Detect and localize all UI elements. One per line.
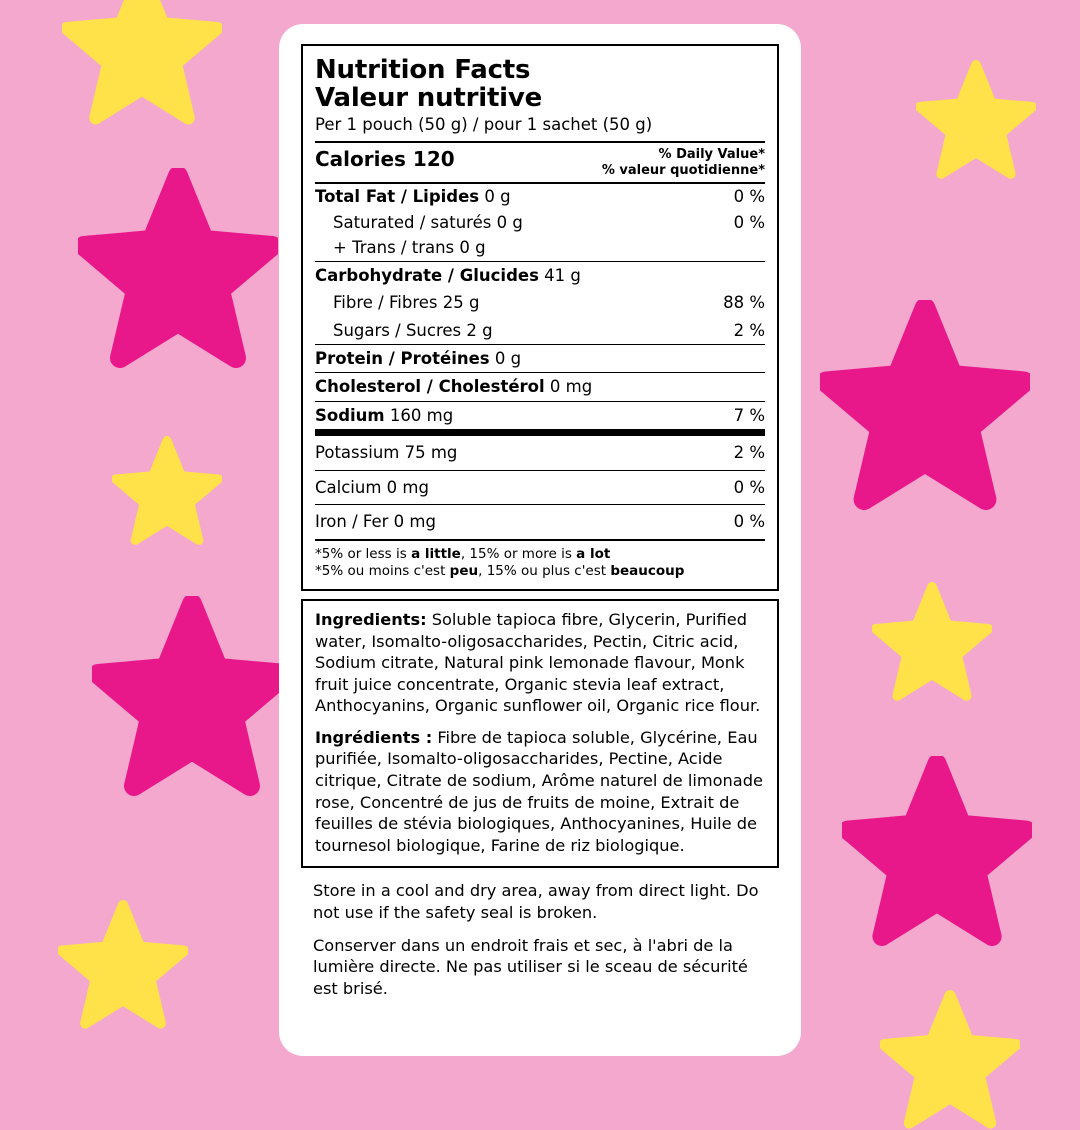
footnote-fr-pre: *5% ou moins c'est [315, 563, 450, 580]
nutrient-dv: 2 % [733, 320, 765, 340]
nutrition-title-en: Nutrition Facts [315, 55, 531, 85]
footnote-en [315, 546, 765, 564]
nutrient-dv: 0 % [733, 512, 765, 532]
daily-value-header [602, 147, 765, 180]
footnote-en-b1: a little [411, 545, 461, 562]
ingredients-label-fr: Ingrédients : [315, 727, 433, 747]
nutrition-label-card [279, 24, 801, 1056]
nutrient-amount: 160 mg [389, 405, 454, 425]
calories-value: Calories 120 [315, 146, 455, 171]
star-yellow-icon [112, 436, 222, 546]
nutrient-name [315, 186, 511, 207]
table-row [315, 289, 765, 316]
storage-text-en: Store in a cool and dry area, away from direct light. Do not use if the safety seal is broken. [313, 881, 759, 922]
nutrient-name: Calcium 0 mg [315, 477, 429, 497]
nutrient-dv: 0 % [733, 212, 765, 232]
table-row [315, 373, 765, 401]
nutrient-name [315, 405, 453, 426]
star-yellow-icon [880, 990, 1020, 1130]
table-row [315, 210, 765, 235]
footnote-fr-b2: beaucoup [610, 563, 685, 580]
footnote-en-pre: *5% or less is [315, 545, 412, 562]
ingredients-fr [315, 727, 767, 856]
table-row [315, 436, 765, 470]
star-magenta-icon [78, 168, 278, 368]
nutrient-name [315, 376, 592, 397]
serving-size: Per 1 pouch (50 g) / pour 1 sachet (50 g) [315, 115, 765, 143]
star-magenta-icon [820, 300, 1030, 510]
table-row [315, 505, 765, 540]
nutrition-facts-panel [301, 44, 779, 591]
nutrient-name-bold: Cholesterol / Cholestérol [315, 377, 545, 397]
table-row [315, 317, 765, 345]
calories-row [315, 143, 765, 183]
nutrient-name [315, 265, 581, 286]
storage-instructions [297, 868, 783, 999]
footnote-fr-b1: peu [449, 563, 479, 580]
table-row [315, 262, 765, 289]
nutrient-dv: 7 % [733, 405, 765, 425]
nutrient-dv: 0 % [733, 187, 765, 207]
table-row [315, 471, 765, 505]
nutrient-name: Sugars / Sucres 2 g [333, 320, 493, 340]
nutrient-name: Saturated / saturés 0 g [333, 212, 523, 232]
ingredients-text-en: Soluble tapioca fibre, Glycerin, Purified water, Isomalto-oligosaccharides, Pectin, Citric acid, Sodium citrate, Natural pink lemonade flavour, Monk fruit juice concentrate, Organic stevia leaf extract, Anthocyanins, Organic sunflower oil, Organic rice flour. [315, 610, 761, 716]
footnote-en-b2: a lot [576, 545, 611, 562]
carbohydrate-group [315, 262, 765, 345]
ingredients-en [315, 609, 767, 717]
footnote-fr [315, 563, 765, 581]
nutrient-amount: 0 g [484, 187, 511, 207]
daily-value-header-fr: % valeur quotidienne* [601, 163, 765, 179]
nutrient-amount: 0 g [494, 348, 522, 368]
nutrient-dv: 2 % [733, 443, 765, 463]
ingredients-text-fr: Fibre de tapioca soluble, Glycérine, Eau purifiée, Isomalto-oligosaccharides, Pectine, Acide citrique, Citrate de sodium, Arôme naturel de limonade rose, Concentré de jus de fruits de moine, Extrait de feuilles de stévia biologiques, Anthocyanines, Huile de tournesol biologique, Farine de riz biologique. [315, 727, 763, 855]
table-row [315, 402, 765, 436]
nutrient-name: Iron / Fer 0 mg [315, 512, 436, 532]
storage-text-fr: Conserver dans un endroit frais et sec, à l'abri de la lumière directe. Ne pas utiliser si le sceau de sécurité est brisé. [313, 935, 748, 998]
daily-value-footnote [315, 541, 765, 582]
nutrient-name-bold: Carbohydrate / Glucides [315, 265, 539, 285]
nutrient-dv: 0 % [733, 477, 765, 497]
ingredients-label-en: Ingredients: [315, 610, 427, 630]
table-row [315, 235, 765, 261]
star-yellow-icon [58, 900, 188, 1030]
nutrient-name: + Trans / trans 0 g [333, 238, 486, 258]
nutrient-name: Fibre / Fibres 25 g [333, 293, 480, 313]
nutrient-amount: 0 mg [549, 377, 593, 397]
footnote-fr-mid: , 15% ou plus c'est [478, 563, 611, 580]
nutrition-title-fr: Valeur nutritive [315, 83, 543, 114]
daily-value-header-en: % Daily Value* [658, 146, 765, 162]
ingredients-panel [301, 599, 779, 868]
star-magenta-icon [842, 756, 1032, 946]
table-row [315, 345, 765, 373]
nutrient-name-bold: Protein / Protéines [315, 348, 490, 368]
table-row [315, 184, 765, 209]
star-yellow-icon [916, 60, 1036, 180]
nutrient-name-bold: Sodium [315, 405, 385, 425]
star-yellow-icon [62, 0, 222, 126]
nutrient-dv: 88 % [723, 293, 765, 313]
fat-group [315, 184, 765, 261]
star-yellow-icon [872, 582, 992, 702]
nutrient-name-bold: Total Fat / Lipides [315, 187, 480, 207]
nutrient-name [315, 348, 521, 369]
footnote-en-mid: , 15% or more is [460, 545, 577, 562]
nutrient-name: Potassium 75 mg [315, 443, 458, 463]
nutrient-amount: 41 g [544, 265, 581, 285]
star-magenta-icon [92, 596, 292, 796]
